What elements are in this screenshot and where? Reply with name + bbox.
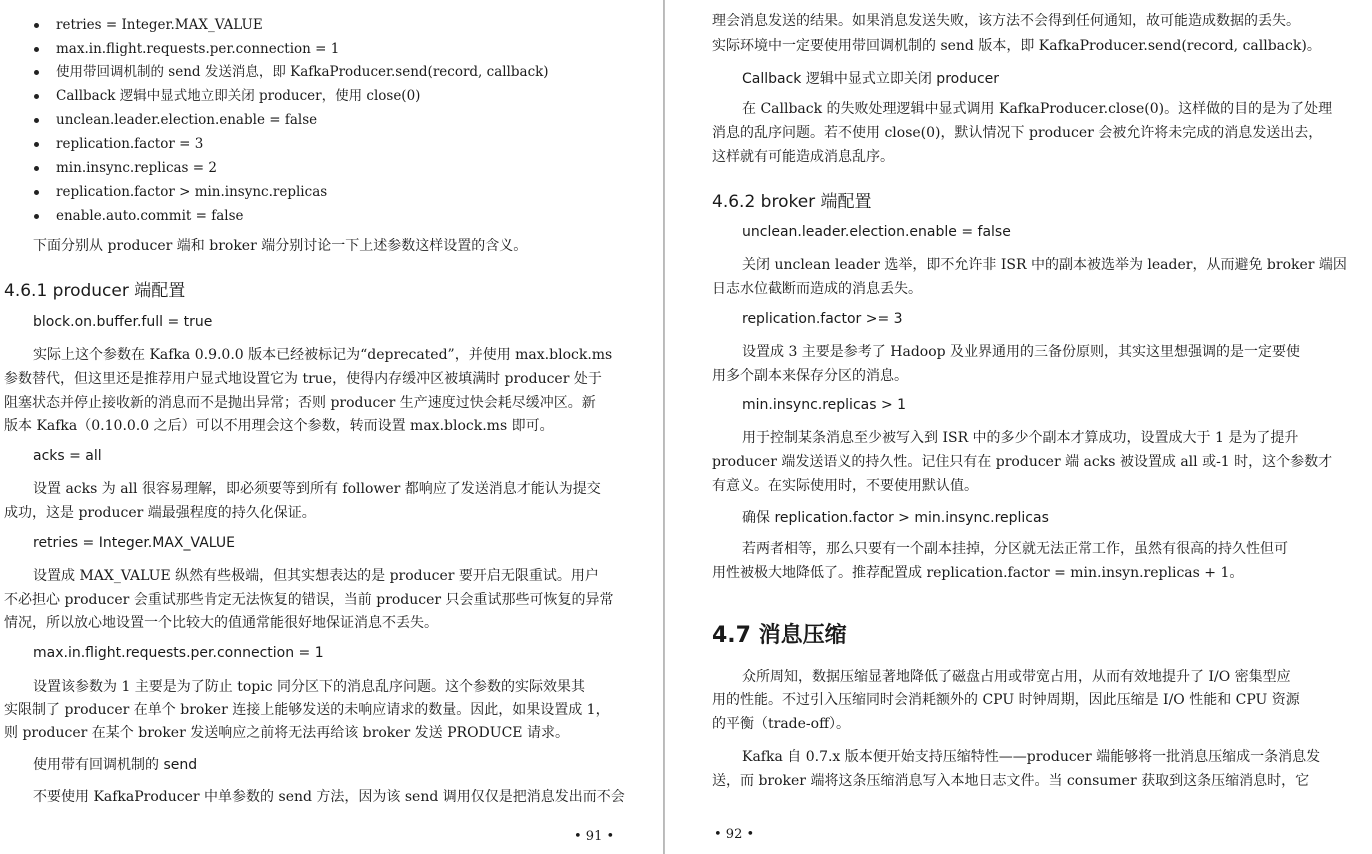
param-title: 确保 replication.factor > min.insync.replicas [742, 510, 1049, 526]
paragraph-line: 则 producer 在某个 broker 发送响应之前将无法再给该 broker 发送 PRODUCE 请求。 [4, 725, 569, 741]
paragraph-line: 理会消息发送的结果。如果消息发送失败，该方法不会得到任何通知，故可能造成数据的丢失。 [712, 13, 1300, 29]
bullet-dot-icon [34, 142, 39, 147]
paragraph-line: 用于控制某条消息至少被写入到 ISR 中的多少个副本才算成功，设置成大于 1 是为了提升 [742, 430, 1299, 446]
intro-paragraph: 下面分别从 producer 端和 broker 端分别讨论一下上述参数这样设置的含义。 [33, 238, 528, 254]
right-page [666, 0, 1372, 854]
paragraph-line: 的平衡（trade-off）。 [712, 716, 851, 732]
bullet-item: Callback 逻辑中显式地立即关闭 producer，使用 close(0) [56, 86, 420, 106]
paragraph-line: 情况，所以放心地设置一个比较大的值通常能很好地保证消息不丢失。 [4, 615, 438, 631]
paragraph-line: 阻塞状态并停止接收新的消息而不是抛出异常；否则 producer 生产速度过快会耗尽缓冲区。新 [4, 395, 596, 411]
param-title: 使用带有回调机制的 send [33, 757, 198, 773]
paragraph-line: 设置成 MAX_VALUE 纵然有些极端，但其实想表达的是 producer 要开启无限重试。用户 [33, 568, 599, 584]
bullet-dot-icon [34, 47, 39, 52]
param-title: min.insync.replicas > 1 [742, 397, 907, 413]
bullet-dot-icon [34, 190, 39, 195]
bullet-item: unclean.leader.election.enable = false [56, 110, 317, 130]
paragraph-line: 众所周知，数据压缩显著地降低了磁盘占用或带宽占用，从而有效地提升了 I/O 密集型应 [742, 669, 1291, 685]
bullet-dot-icon [34, 118, 39, 123]
paragraph-line: 实际环境中一定要使用带回调机制的 send 版本，即 KafkaProducer.send(record, callback)。 [712, 38, 1321, 54]
page-number: • 91 • [574, 829, 615, 844]
page-number: • 92 • [714, 827, 755, 842]
paragraph-line: 消息的乱序问题。若不使用 close(0)，默认情况下 producer 会被允许将未完成的消息发送出去， [712, 125, 1323, 141]
bullet-dot-icon [34, 166, 39, 171]
param-title: replication.factor >= 3 [742, 311, 903, 327]
bullet-dot-icon [34, 23, 39, 28]
paragraph-line: 设置该参数为 1 主要是为了防止 topic 同分区下的消息乱序问题。这个参数的实际效果其 [33, 679, 586, 695]
paragraph-line: 送，而 broker 端将这条压缩消息写入本地日志文件。当 consumer 获取到这条压缩消息时，它 [712, 773, 1310, 789]
chapter-heading: 4.7 消息压缩 [712, 623, 847, 648]
paragraph-line: 不必担心 producer 会重试那些肯定无法恢复的错误，当前 producer 只会重试那些可恢复的异常 [4, 592, 614, 608]
bullet-dot-icon [34, 70, 39, 75]
bullet-dot-icon [34, 94, 39, 99]
paragraph-line: 实际上这个参数在 Kafka 0.9.0.0 版本已经被标记为“deprecated”，并使用 max.block.ms [33, 347, 613, 363]
paragraph-line: 设置成 3 主要是参考了 Hadoop 及业界通用的三备份原则，其实这里想强调的是一定要使 [742, 344, 1301, 360]
bullet-dot-icon [34, 214, 39, 219]
paragraph-line: 有意义。在实际使用时，不要使用默认值。 [712, 478, 978, 494]
param-title: unclean.leader.election.enable = false [742, 224, 1011, 240]
bullet-item: replication.factor > min.insync.replicas [56, 182, 327, 202]
paragraph-line: 在 Callback 的失败处理逻辑中显式调用 KafkaProducer.close(0)。这样做的目的是为了处理 [742, 101, 1333, 117]
paragraph-line: 不要使用 KafkaProducer 中单参数的 send 方法，因为该 send 调用仅仅是把消息发出而不会 [33, 789, 625, 805]
paragraph-line: producer 端发送语义的持久性。记住只有在 producer 端 acks 被设置成 all 或-1 时，这个参数才 [712, 454, 1333, 470]
bullet-item: replication.factor = 3 [56, 134, 203, 154]
paragraph-line: 成功，这是 producer 端最强程度的持久化保证。 [4, 505, 316, 521]
paragraph-line: 用性被极大地降低了。推荐配置成 replication.factor = min.insyn.replicas + 1。 [712, 565, 1244, 581]
paragraph-line: 版本 Kafka（0.10.0.0 之后）可以不用理会这个参数，转而设置 max.block.ms 即可。 [4, 418, 554, 434]
paragraph-line: 实限制了 producer 在单个 broker 连接上能够发送的未响应请求的数量。因此，如果设置成 1， [4, 702, 610, 718]
bullet-item: retries = Integer.MAX_VALUE [56, 15, 263, 35]
paragraph-line: 日志水位截断而造成的消息丢失。 [712, 281, 922, 297]
paragraph-line: Kafka 自 0.7.x 版本便开始支持压缩特性——producer 端能够将一批消息压缩成一条消息发 [742, 749, 1321, 765]
bullet-item: min.insync.replicas = 2 [56, 158, 217, 178]
paragraph-line: 设置 acks 为 all 很容易理解，即必须要等到所有 follower 都响应了发送消息才能认为提交 [33, 481, 601, 497]
paragraph-line: 这样就有可能造成消息乱序。 [712, 149, 894, 165]
param-title: max.in.flight.requests.per.connection = 1 [33, 645, 324, 661]
paragraph-line: 若两者相等，那么只要有一个副本挂掉，分区就无法正常工作，虽然有很高的持久性但可 [742, 541, 1288, 557]
section-heading: 4.6.2 broker 端配置 [712, 192, 872, 212]
bullet-item: 使用带回调机制的 send 发送消息，即 KafkaProducer.send(record, callback) [56, 62, 549, 82]
param-title: Callback 逻辑中显式立即关闭 producer [742, 71, 1000, 87]
bullet-item: max.in.flight.requests.per.connection = 1 [56, 39, 339, 59]
paragraph-line: 参数替代，但这里还是推荐用户显式地设置它为 true，使得内存缓冲区被填满时 producer 处于 [4, 371, 602, 387]
param-title: acks = all [33, 448, 102, 464]
bullet-item: enable.auto.commit = false [56, 206, 244, 226]
param-title: block.on.buffer.full = true [33, 314, 213, 330]
paragraph-line: 用多个副本来保存分区的消息。 [712, 368, 908, 384]
paragraph-line: 用的性能。不过引入压缩同时会消耗额外的 CPU 时钟周期，因此压缩是 I/O 性能和 CPU 资源 [712, 692, 1300, 708]
param-title: retries = Integer.MAX_VALUE [33, 535, 235, 551]
paragraph-line: 关闭 unclean leader 选举，即不允许非 ISR 中的副本被选举为 leader，从而避免 broker 端因 [742, 257, 1347, 273]
section-heading: 4.6.1 producer 端配置 [4, 281, 186, 301]
left-page [0, 0, 664, 854]
